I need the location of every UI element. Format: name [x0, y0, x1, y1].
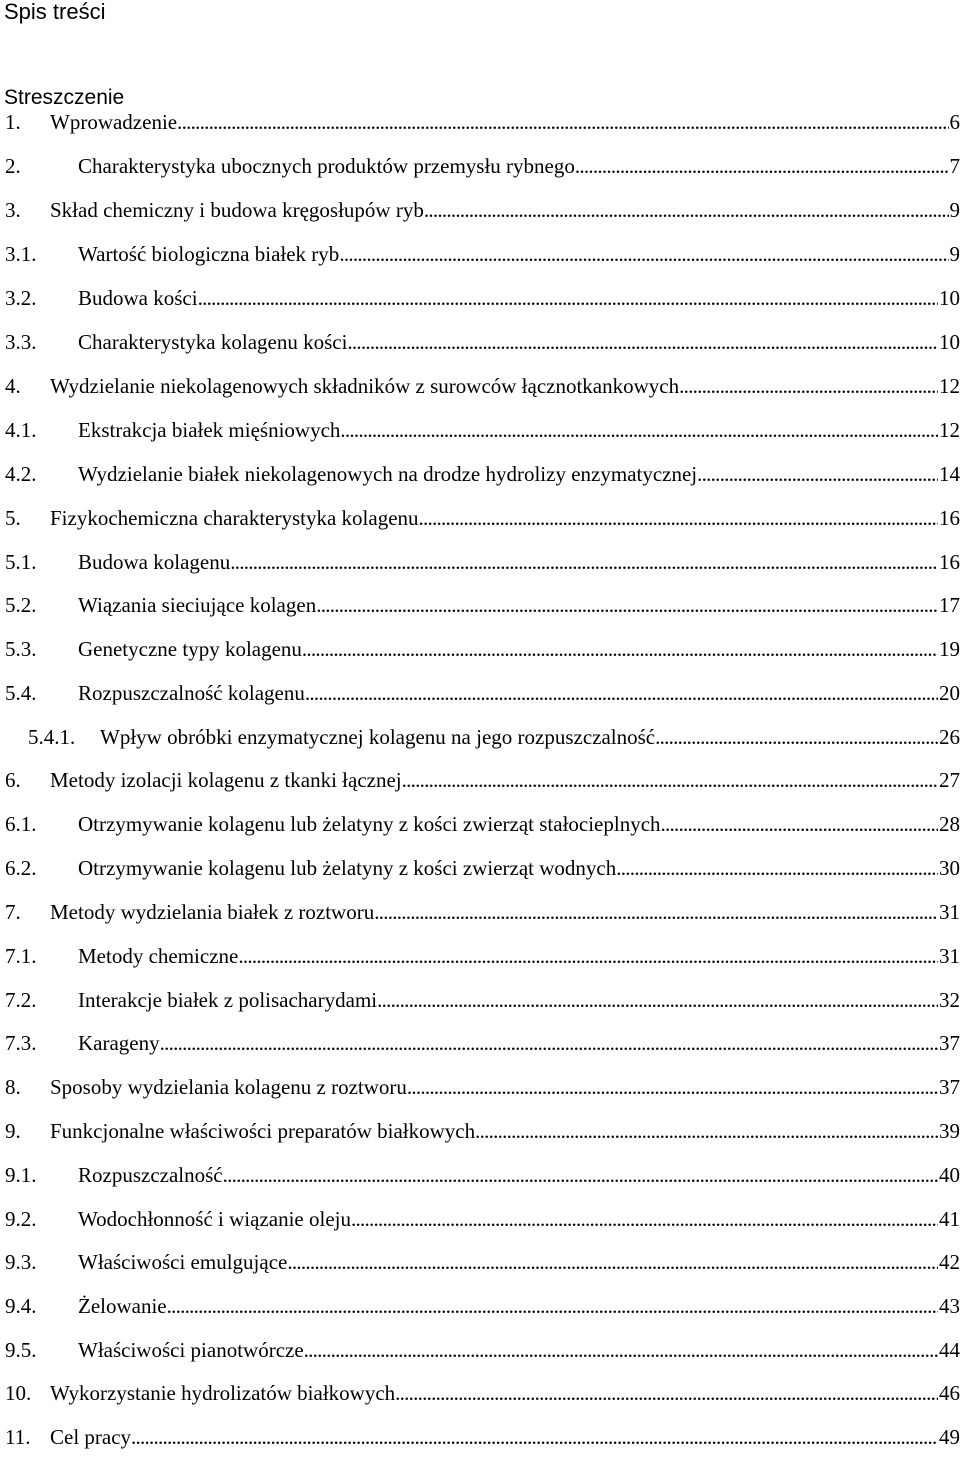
toc-entry-number: 7.2. — [5, 988, 37, 1012]
toc-entry[interactable] — [0, 675, 960, 711]
toc-entry-title: Cel pracy — [50, 1425, 132, 1449]
toc-dot-leader — [475, 1113, 938, 1149]
toc-entry-title: Interakcje białek z polisacharydami — [78, 988, 378, 1012]
toc-entry[interactable] — [0, 1025, 960, 1061]
toc-entry[interactable] — [0, 544, 960, 580]
toc-entry-page: 31 — [939, 944, 960, 968]
toc-entry-number: 9.3. — [5, 1250, 37, 1274]
toc-entry-page: 20 — [939, 681, 960, 705]
toc-entry-page: 9 — [949, 198, 960, 222]
toc-dot-leader — [198, 280, 938, 316]
toc-entry[interactable] — [0, 236, 960, 272]
toc-entry-title: Żelowanie — [78, 1294, 167, 1318]
toc-entry-title: Karageny — [78, 1031, 160, 1055]
toc-entry[interactable] — [0, 587, 960, 623]
toc-entry-number: 7. — [5, 900, 21, 924]
toc-entry[interactable] — [0, 1375, 960, 1411]
toc-dot-leader — [616, 850, 938, 886]
toc-entry-page: 46 — [939, 1381, 960, 1405]
toc-entry-page: 12 — [939, 374, 960, 398]
toc-entry-title: Wartość biologiczna białek ryb — [78, 242, 340, 266]
toc-dot-leader — [339, 236, 948, 272]
toc-entry[interactable] — [0, 412, 960, 448]
toc-entry-number: 11. — [5, 1425, 31, 1449]
toc-entry-page: 39 — [939, 1119, 960, 1143]
toc-entry-page: 27 — [939, 768, 960, 792]
toc-dot-leader — [223, 1157, 938, 1193]
toc-entry-page: 16 — [939, 550, 960, 574]
toc-entry-page: 14 — [939, 462, 960, 486]
toc-entry[interactable] — [0, 894, 960, 930]
toc-dot-leader — [305, 675, 938, 711]
toc-entry[interactable] — [0, 192, 960, 228]
toc-entry-number: 5.4.1. — [28, 725, 76, 749]
toc-entry-title: Otrzymywanie kolagenu lub żelatyny z kości zwierząt stałocieplnych — [78, 812, 661, 836]
toc-entry-title: Genetyczne typy kolagenu — [78, 637, 302, 661]
toc-entry-page: 42 — [939, 1250, 960, 1274]
toc-entry-page: 10 — [939, 330, 960, 354]
toc-dot-leader — [160, 1025, 938, 1061]
toc-entry-title: Wodochłonność i wiązanie oleju — [78, 1207, 351, 1231]
toc-entry-title: Wykorzystanie hydrolizatów białkowych — [50, 1381, 396, 1405]
toc-dot-leader — [287, 1244, 938, 1280]
toc-entry-page: 7 — [949, 154, 960, 178]
toc-entry-page: 44 — [939, 1338, 960, 1362]
abstract-entry[interactable]: Streszczenie — [4, 86, 125, 109]
toc-dot-leader — [679, 368, 938, 404]
toc-entry-title: Wprowadzenie — [50, 110, 178, 134]
toc-entry[interactable] — [0, 719, 960, 755]
toc-dot-leader — [395, 1375, 938, 1411]
toc-entry-title: Metody chemiczne — [78, 944, 239, 968]
toc-entry[interactable] — [0, 631, 960, 667]
toc-entry-title: Charakterystyka kolagenu kości — [78, 330, 348, 354]
toc-dot-leader — [167, 1288, 938, 1324]
toc-entry[interactable] — [0, 324, 960, 360]
toc-entry-title: Wiązania sieciujące kolagen — [78, 593, 317, 617]
toc-entry[interactable] — [0, 1157, 960, 1193]
toc-entry-page: 6 — [949, 110, 960, 134]
toc-dot-leader — [230, 544, 938, 580]
toc-entry-number: 5. — [5, 506, 21, 530]
toc-entry-page: 19 — [939, 637, 960, 661]
toc-entry-number: 2. — [5, 154, 21, 178]
toc-entry-page: 17 — [939, 593, 960, 617]
toc-entry[interactable] — [0, 762, 960, 798]
toc-entry-number: 1. — [5, 110, 21, 134]
toc-entry-number: 9.1. — [5, 1163, 37, 1187]
toc-entry-page: 28 — [939, 812, 960, 836]
toc-entry-page: 16 — [939, 506, 960, 530]
toc-entry-page: 30 — [939, 856, 960, 880]
toc-dot-leader — [340, 412, 938, 448]
toc-dot-leader — [304, 1332, 938, 1368]
toc-dot-leader — [402, 762, 938, 798]
toc-dot-leader — [177, 104, 948, 140]
toc-entry-title: Metody izolacji kolagenu z tkanki łącznej — [50, 768, 402, 792]
toc-entry[interactable] — [0, 1288, 960, 1324]
toc-entry[interactable] — [0, 1113, 960, 1149]
toc-entry[interactable] — [0, 456, 960, 492]
toc-entry-number: 5.3. — [5, 637, 37, 661]
toc-dot-leader — [316, 587, 938, 623]
toc-entry-number: 9. — [5, 1119, 21, 1143]
toc-entry-number: 3.1. — [5, 242, 37, 266]
toc-entry-title: Fizykochemiczna charakterystyka kolagenu — [50, 506, 419, 530]
toc-entry-title: Rozpuszczalność — [78, 1163, 223, 1187]
toc-entry-title: Budowa kości — [78, 286, 198, 310]
toc-entry-page: 37 — [939, 1031, 960, 1055]
toc-dot-leader — [302, 631, 938, 667]
toc-entry-number: 3. — [5, 198, 21, 222]
toc-entry[interactable] — [0, 982, 960, 1018]
toc-entry[interactable] — [0, 148, 960, 184]
toc-entry-title: Właściwości emulgujące — [78, 1250, 288, 1274]
toc-entry-number: 10. — [5, 1381, 32, 1405]
toc-entry-title: Otrzymywanie kolagenu lub żelatyny z kości zwierząt wodnych — [78, 856, 617, 880]
toc-entry-page: 43 — [939, 1294, 960, 1318]
toc-entry-number: 3.3. — [5, 330, 37, 354]
toc-entry-number: 4.2. — [5, 462, 37, 486]
toc-entry-number: 9.2. — [5, 1207, 37, 1231]
toc-entry-title: Właściwości pianotwórcze — [78, 1338, 304, 1362]
toc-entry-page: 32 — [939, 988, 960, 1012]
toc-entry-number: 6.1. — [5, 812, 37, 836]
toc-dot-leader — [131, 1419, 938, 1455]
toc-entry-number: 8. — [5, 1075, 21, 1099]
toc-entry-number: 9.4. — [5, 1294, 37, 1318]
toc-dot-leader — [655, 719, 938, 755]
toc-entry-title: Wydzielanie białek niekolagenowych na drodze hydrolizy enzymatycznej — [78, 462, 698, 486]
toc-entry-title: Metody wydzielania białek z roztworu — [50, 900, 375, 924]
toc-entry[interactable] — [0, 368, 960, 404]
toc-entry-page: 9 — [949, 242, 960, 266]
toc-dot-leader — [407, 1069, 938, 1105]
toc-entry[interactable] — [0, 1201, 960, 1237]
toc-entry[interactable] — [0, 1332, 960, 1368]
toc-entry-number: 5.1. — [5, 550, 37, 574]
toc-entry-number: 9.5. — [5, 1338, 37, 1362]
toc-entry-page: 40 — [939, 1163, 960, 1187]
toc-entry-title: Budowa kolagenu — [78, 550, 231, 574]
toc-entry-title: Sposoby wydzielania kolagenu z roztworu — [50, 1075, 407, 1099]
toc-dot-leader — [351, 1201, 938, 1237]
toc-entry[interactable] — [0, 806, 960, 842]
toc-dot-leader — [238, 938, 938, 974]
toc-entry-number: 5.2. — [5, 593, 37, 617]
toc-entry[interactable] — [0, 938, 960, 974]
toc-entry-number: 6.2. — [5, 856, 37, 880]
toc-entry-title: Ekstrakcja białek mięśniowych — [78, 418, 341, 442]
toc-entry-page: 41 — [939, 1207, 960, 1231]
toc-entry-page: 12 — [939, 418, 960, 442]
toc-entry-title: Funkcjonalne właściwości preparatów białkowych — [50, 1119, 476, 1143]
toc-entry[interactable] — [0, 1419, 960, 1455]
toc-dot-leader — [697, 456, 938, 492]
toc-entry[interactable] — [0, 104, 960, 140]
toc-entry-title: Charakterystyka ubocznych produktów przemysłu rybnego — [78, 154, 575, 178]
toc-entry[interactable] — [0, 1069, 960, 1105]
toc-entry-number: 5.4. — [5, 681, 37, 705]
toc-entry-number: 4. — [5, 374, 21, 398]
toc-entry[interactable] — [0, 850, 960, 886]
toc-entry-title: Wpływ obróbki enzymatycznej kolagenu na jego rozpuszczalność — [100, 725, 656, 749]
toc-entry-title: Wydzielanie niekolagenowych składników z surowców łącznotkankowych — [50, 374, 680, 398]
toc-dot-leader — [377, 982, 938, 1018]
toc-dot-leader — [347, 324, 938, 360]
toc-dot-leader — [374, 894, 938, 930]
toc-entry[interactable] — [0, 500, 960, 536]
toc-entry-number: 4.1. — [5, 418, 37, 442]
toc-entry-page: 37 — [939, 1075, 960, 1099]
toc-dot-leader — [424, 192, 949, 228]
toc-entry-number: 6. — [5, 768, 21, 792]
toc-entry-number: 7.1. — [5, 944, 37, 968]
toc-entry-title: Rozpuszczalność kolagenu — [78, 681, 305, 705]
toc-entry-page: 10 — [939, 286, 960, 310]
toc-entry-page: 26 — [939, 725, 960, 749]
toc-dot-leader — [575, 148, 949, 184]
toc-dot-leader — [661, 806, 938, 842]
toc-entry-page: 49 — [939, 1425, 960, 1449]
toc-entry-number: 7.3. — [5, 1031, 37, 1055]
toc-heading: Spis treści — [4, 0, 106, 24]
toc-entry[interactable] — [0, 1244, 960, 1280]
toc-entry-page: 31 — [939, 900, 960, 924]
toc-dot-leader — [419, 500, 938, 536]
toc-entry-title: Skład chemiczny i budowa kręgosłupów ryb — [50, 198, 424, 222]
toc-entry[interactable] — [0, 280, 960, 316]
toc-entry-number: 3.2. — [5, 286, 37, 310]
